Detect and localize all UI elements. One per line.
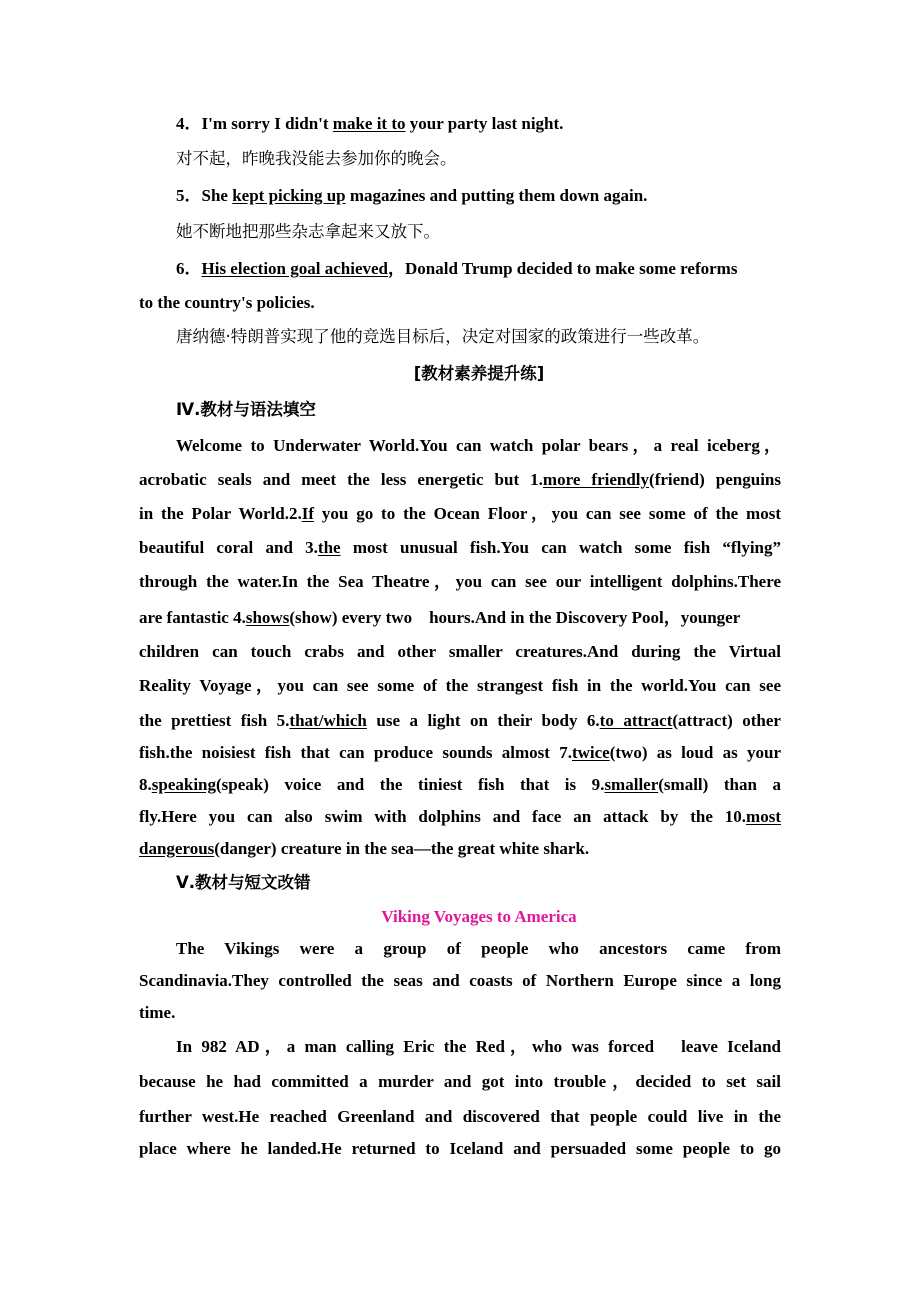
sentence-6: 6．His election goal achieved，Donald Trump decided to make some reforms bbox=[176, 259, 738, 278]
answer-underline: His election goal achieved bbox=[201, 259, 389, 278]
sentence-6-translation: 唐纳德·特朗普实现了他的竞选目标后，决定对国家的政策进行一些改革。 bbox=[176, 327, 710, 346]
sentence-5: 5．She kept picking up magazines and putting them down again. bbox=[176, 186, 648, 205]
answer-10: most bbox=[746, 807, 781, 826]
section-heading: [教材素养提升练] bbox=[413, 364, 545, 383]
answer-underline: kept picking up bbox=[232, 186, 346, 205]
story-title: Viking Voyages to America bbox=[381, 907, 577, 926]
part4-line: Welcome to Underwater World.You can watch polar bears，a real iceberg， bbox=[176, 436, 781, 455]
part4-line: are fantastic 4.shows(show) every two hours.And in the Discovery Pool，younger bbox=[139, 608, 741, 627]
answer-2: If bbox=[301, 504, 315, 523]
part4-line: Reality Voyage，you can see some of the strangest fish in the world.You can see bbox=[139, 676, 781, 695]
part4-line: 8.speaking(speak) voice and the tiniest fish that is 9.smaller(small) than a bbox=[139, 775, 781, 794]
part4-line: beautiful coral and 3.the most unusual fish.You can watch some fish “flying” bbox=[139, 538, 781, 557]
answer-1: more friendly bbox=[542, 470, 650, 489]
part4-line: children can touch crabs and other smaller creatures.And during the Virtual bbox=[139, 642, 781, 661]
answer-8: speaking bbox=[151, 775, 216, 794]
story-line: because he had committed a murder and got into trouble，decided to set sail bbox=[139, 1072, 781, 1091]
answer-underline: make it to bbox=[332, 114, 406, 133]
part4-line: dangerous(danger) creature in the sea—the great white shark. bbox=[139, 839, 590, 858]
part5-title: Ⅴ.教材与短文改错 bbox=[176, 873, 311, 892]
sentence-5-translation: 她不断地把那些杂志拿起来又放下。 bbox=[176, 222, 440, 241]
story-line: Scandinavia.They controlled the seas and coasts of Northern Europe since a long bbox=[139, 971, 781, 990]
part4-line: acrobatic seals and meet the less energetic but 1.more friendly(friend) penguins bbox=[139, 470, 781, 489]
answer-9: smaller bbox=[604, 775, 659, 794]
answer-3: the bbox=[317, 538, 341, 557]
sentence-4: 4．I'm sorry I didn't make it to your party last night. bbox=[176, 114, 564, 133]
part4-line: in the Polar World.2.If you go to the Ocean Floor，you can see some of the most bbox=[139, 504, 781, 523]
answer-10-cont: dangerous bbox=[139, 839, 215, 858]
part4-title: Ⅳ.教材与语法填空 bbox=[176, 400, 316, 419]
story-line: In 982 AD，a man calling Eric the Red，who was forced leave Iceland bbox=[176, 1037, 781, 1056]
part4-line: fly.Here you can also swim with dolphins and face an attack by the 10.most bbox=[139, 807, 781, 826]
answer-4: shows bbox=[245, 608, 290, 627]
part4-line: through the water.In the Sea Theatre，you can see our intelligent dolphins.There bbox=[139, 572, 781, 591]
story-line: place where he landed.He returned to Iceland and persuaded some people to go bbox=[139, 1139, 781, 1158]
part4-line: fish.the noisiest fish that can produce sounds almost 7.twice(two) as loud as your bbox=[139, 743, 781, 762]
answer-5: that/which bbox=[289, 711, 367, 730]
part4-line: the prettiest fish 5.that/which use a light on their body 6.to attract(attract) other bbox=[139, 711, 781, 730]
story-line: The Vikings were a group of people who ancestors came from bbox=[176, 939, 781, 958]
answer-6: to attract bbox=[599, 711, 673, 730]
sentence-6-cont: to the country's policies. bbox=[139, 293, 315, 312]
sentence-4-translation: 对不起，昨晚我没能去参加你的晚会。 bbox=[176, 149, 457, 168]
story-line: time. bbox=[139, 1003, 176, 1022]
story-line: further west.He reached Greenland and discovered that people could live in the bbox=[139, 1107, 781, 1126]
answer-7: twice bbox=[571, 743, 610, 762]
